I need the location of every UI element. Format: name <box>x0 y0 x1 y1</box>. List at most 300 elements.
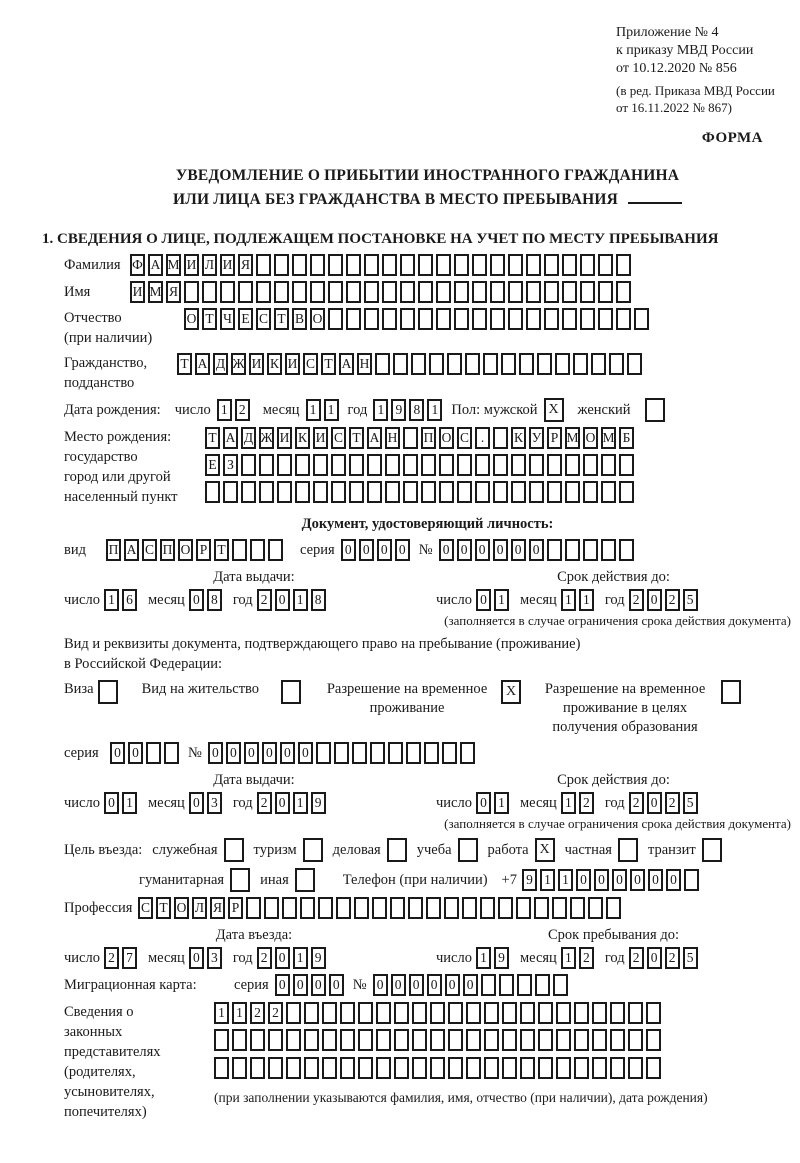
char-cell[interactable]: К <box>511 427 526 449</box>
char-cell[interactable]: 2 <box>665 589 680 611</box>
char-cell[interactable] <box>364 281 379 303</box>
char-cell[interactable] <box>583 481 598 503</box>
char-cell[interactable]: 0 <box>647 589 662 611</box>
char-cell[interactable]: 0 <box>647 792 662 814</box>
char-cell[interactable] <box>565 454 580 476</box>
char-cell[interactable] <box>610 1002 625 1024</box>
char-cell[interactable] <box>259 481 274 503</box>
char-cell[interactable] <box>268 539 283 561</box>
char-cell[interactable] <box>388 742 403 764</box>
char-cell[interactable]: 1 <box>293 947 308 969</box>
char-cell[interactable] <box>274 281 289 303</box>
char-cell[interactable]: 1 <box>217 399 232 421</box>
char-cell[interactable]: 0 <box>529 539 544 561</box>
char-cell[interactable]: 0 <box>476 589 491 611</box>
char-cell[interactable] <box>556 1029 571 1051</box>
char-cell[interactable] <box>202 281 217 303</box>
char-cell[interactable] <box>336 897 351 919</box>
char-cell[interactable]: Е <box>205 454 220 476</box>
char-cell[interactable] <box>606 897 621 919</box>
char-cell[interactable]: 2 <box>629 947 644 969</box>
char-cell[interactable] <box>340 1057 355 1079</box>
char-cell[interactable] <box>544 254 559 276</box>
char-cell[interactable] <box>535 974 550 996</box>
char-cell[interactable] <box>556 1057 571 1079</box>
char-cell[interactable] <box>460 742 475 764</box>
char-cell[interactable] <box>358 1029 373 1051</box>
char-cell[interactable]: 0 <box>409 974 424 996</box>
char-cell[interactable] <box>264 897 279 919</box>
char-cell[interactable] <box>310 254 325 276</box>
char-cell[interactable] <box>580 308 595 330</box>
char-cell[interactable]: Е <box>238 308 253 330</box>
char-cell[interactable]: Т <box>205 427 220 449</box>
char-cell[interactable]: 2 <box>250 1002 265 1024</box>
char-cell[interactable] <box>295 481 310 503</box>
sex-male-checkbox[interactable]: X <box>544 398 564 422</box>
char-cell[interactable] <box>313 454 328 476</box>
char-cell[interactable]: 0 <box>104 792 119 814</box>
char-cell[interactable]: П <box>160 539 175 561</box>
char-cell[interactable] <box>601 539 616 561</box>
char-cell[interactable] <box>268 1057 283 1079</box>
char-cell[interactable]: 0 <box>457 539 472 561</box>
char-cell[interactable] <box>304 1057 319 1079</box>
char-cell[interactable]: О <box>174 897 189 919</box>
char-cell[interactable]: 1 <box>373 399 388 421</box>
char-cell[interactable] <box>403 481 418 503</box>
char-cell[interactable]: 0 <box>244 742 259 764</box>
char-cell[interactable] <box>214 1057 229 1079</box>
char-cell[interactable] <box>205 481 220 503</box>
char-cell[interactable] <box>403 427 418 449</box>
char-cell[interactable] <box>400 254 415 276</box>
char-cell[interactable] <box>232 1057 247 1079</box>
char-cell[interactable] <box>382 308 397 330</box>
char-cell[interactable]: И <box>130 281 145 303</box>
char-cell[interactable]: 0 <box>189 792 204 814</box>
char-cell[interactable] <box>426 897 441 919</box>
char-cell[interactable]: 2 <box>257 947 272 969</box>
char-cell[interactable]: 1 <box>579 589 594 611</box>
char-cell[interactable] <box>349 481 364 503</box>
char-cell[interactable] <box>372 897 387 919</box>
char-cell[interactable] <box>146 742 161 764</box>
char-cell[interactable]: 1 <box>324 399 339 421</box>
char-cell[interactable] <box>592 1057 607 1079</box>
char-cell[interactable] <box>214 1029 229 1051</box>
char-cell[interactable] <box>508 254 523 276</box>
char-cell[interactable] <box>628 1057 643 1079</box>
char-cell[interactable] <box>250 539 265 561</box>
char-cell[interactable]: 0 <box>189 589 204 611</box>
char-cell[interactable] <box>583 454 598 476</box>
char-cell[interactable] <box>367 454 382 476</box>
char-cell[interactable]: 0 <box>275 589 290 611</box>
char-cell[interactable]: 0 <box>666 869 681 891</box>
char-cell[interactable] <box>562 281 577 303</box>
char-cell[interactable] <box>526 254 541 276</box>
char-cell[interactable]: 0 <box>128 742 143 764</box>
char-cell[interactable] <box>412 1002 427 1024</box>
char-cell[interactable]: 1 <box>558 869 573 891</box>
char-cell[interactable] <box>429 353 444 375</box>
char-cell[interactable]: А <box>223 427 238 449</box>
char-cell[interactable] <box>634 308 649 330</box>
char-cell[interactable] <box>394 1002 409 1024</box>
char-cell[interactable]: А <box>367 427 382 449</box>
char-cell[interactable]: С <box>457 427 472 449</box>
char-cell[interactable] <box>472 308 487 330</box>
char-cell[interactable] <box>259 454 274 476</box>
char-cell[interactable] <box>232 1029 247 1051</box>
char-cell[interactable]: 0 <box>427 974 442 996</box>
char-cell[interactable] <box>483 353 498 375</box>
char-cell[interactable]: 1 <box>540 869 555 891</box>
char-cell[interactable] <box>519 353 534 375</box>
char-cell[interactable]: Р <box>196 539 211 561</box>
char-cell[interactable]: 0 <box>647 947 662 969</box>
char-cell[interactable] <box>346 254 361 276</box>
char-cell[interactable]: Н <box>357 353 372 375</box>
char-cell[interactable] <box>358 1057 373 1079</box>
char-cell[interactable] <box>502 1002 517 1024</box>
char-cell[interactable]: 0 <box>329 974 344 996</box>
char-cell[interactable] <box>442 742 457 764</box>
char-cell[interactable]: 1 <box>561 589 576 611</box>
char-cell[interactable] <box>340 1002 355 1024</box>
char-cell[interactable] <box>277 481 292 503</box>
char-cell[interactable] <box>616 254 631 276</box>
char-cell[interactable] <box>484 1029 499 1051</box>
char-cell[interactable] <box>448 1057 463 1079</box>
char-cell[interactable]: 0 <box>576 869 591 891</box>
char-cell[interactable] <box>418 308 433 330</box>
char-cell[interactable] <box>598 254 613 276</box>
char-cell[interactable] <box>580 281 595 303</box>
char-cell[interactable]: 1 <box>476 947 491 969</box>
char-cell[interactable] <box>574 1029 589 1051</box>
char-cell[interactable]: Р <box>547 427 562 449</box>
char-cell[interactable]: 2 <box>579 947 594 969</box>
char-cell[interactable] <box>646 1002 661 1024</box>
char-cell[interactable]: 9 <box>494 947 509 969</box>
char-cell[interactable] <box>256 254 271 276</box>
char-cell[interactable]: М <box>166 254 181 276</box>
char-cell[interactable] <box>282 897 297 919</box>
char-cell[interactable]: А <box>195 353 210 375</box>
char-cell[interactable] <box>436 281 451 303</box>
char-cell[interactable]: О <box>178 539 193 561</box>
temp-residence-checkbox[interactable]: X <box>501 680 521 704</box>
char-cell[interactable] <box>370 742 385 764</box>
char-cell[interactable]: 0 <box>391 974 406 996</box>
char-cell[interactable]: А <box>124 539 139 561</box>
purpose-private-checkbox[interactable] <box>618 838 638 862</box>
char-cell[interactable] <box>598 281 613 303</box>
char-cell[interactable]: 0 <box>311 974 326 996</box>
char-cell[interactable]: И <box>220 254 235 276</box>
char-cell[interactable] <box>462 897 477 919</box>
char-cell[interactable] <box>493 454 508 476</box>
char-cell[interactable]: 1 <box>214 1002 229 1024</box>
char-cell[interactable]: 3 <box>207 947 222 969</box>
char-cell[interactable] <box>436 254 451 276</box>
char-cell[interactable] <box>421 454 436 476</box>
char-cell[interactable] <box>472 281 487 303</box>
char-cell[interactable] <box>418 254 433 276</box>
char-cell[interactable] <box>556 1002 571 1024</box>
char-cell[interactable] <box>304 1002 319 1024</box>
char-cell[interactable]: 2 <box>665 947 680 969</box>
char-cell[interactable] <box>286 1002 301 1024</box>
char-cell[interactable] <box>424 742 439 764</box>
char-cell[interactable]: 2 <box>665 792 680 814</box>
char-cell[interactable]: 9 <box>391 399 406 421</box>
char-cell[interactable]: 0 <box>630 869 645 891</box>
char-cell[interactable] <box>619 454 634 476</box>
visa-checkbox[interactable] <box>98 680 118 704</box>
char-cell[interactable] <box>394 1029 409 1051</box>
char-cell[interactable] <box>592 1002 607 1024</box>
char-cell[interactable]: 9 <box>311 792 326 814</box>
char-cell[interactable]: Р <box>228 897 243 919</box>
char-cell[interactable]: 7 <box>122 947 137 969</box>
char-cell[interactable]: 0 <box>373 974 388 996</box>
char-cell[interactable] <box>598 308 613 330</box>
char-cell[interactable] <box>592 1029 607 1051</box>
char-cell[interactable] <box>526 281 541 303</box>
char-cell[interactable]: С <box>303 353 318 375</box>
char-cell[interactable] <box>418 281 433 303</box>
char-cell[interactable] <box>400 281 415 303</box>
char-cell[interactable]: 3 <box>207 792 222 814</box>
char-cell[interactable] <box>322 1029 337 1051</box>
char-cell[interactable] <box>241 454 256 476</box>
char-cell[interactable] <box>646 1057 661 1079</box>
char-cell[interactable]: Т <box>202 308 217 330</box>
char-cell[interactable] <box>511 454 526 476</box>
char-cell[interactable]: С <box>256 308 271 330</box>
char-cell[interactable]: Ф <box>130 254 145 276</box>
char-cell[interactable] <box>583 539 598 561</box>
char-cell[interactable] <box>570 897 585 919</box>
char-cell[interactable]: 0 <box>511 539 526 561</box>
char-cell[interactable] <box>328 308 343 330</box>
char-cell[interactable]: Я <box>166 281 181 303</box>
char-cell[interactable] <box>318 897 333 919</box>
char-cell[interactable]: 0 <box>110 742 125 764</box>
char-cell[interactable]: А <box>148 254 163 276</box>
char-cell[interactable]: 2 <box>629 589 644 611</box>
char-cell[interactable] <box>484 1057 499 1079</box>
char-cell[interactable]: 0 <box>275 947 290 969</box>
char-cell[interactable]: П <box>421 427 436 449</box>
char-cell[interactable] <box>628 1029 643 1051</box>
char-cell[interactable]: Б <box>619 427 634 449</box>
char-cell[interactable] <box>322 1002 337 1024</box>
char-cell[interactable]: 2 <box>235 399 250 421</box>
char-cell[interactable]: 0 <box>359 539 374 561</box>
char-cell[interactable] <box>490 254 505 276</box>
char-cell[interactable] <box>565 481 580 503</box>
char-cell[interactable] <box>466 1057 481 1079</box>
char-cell[interactable] <box>375 353 390 375</box>
char-cell[interactable] <box>580 254 595 276</box>
char-cell[interactable]: 0 <box>648 869 663 891</box>
char-cell[interactable] <box>552 897 567 919</box>
char-cell[interactable]: Я <box>210 897 225 919</box>
char-cell[interactable]: Т <box>214 539 229 561</box>
char-cell[interactable] <box>334 742 349 764</box>
char-cell[interactable] <box>376 1057 391 1079</box>
char-cell[interactable] <box>610 1057 625 1079</box>
char-cell[interactable]: Т <box>321 353 336 375</box>
char-cell[interactable]: 2 <box>257 792 272 814</box>
char-cell[interactable] <box>364 308 379 330</box>
char-cell[interactable] <box>498 897 513 919</box>
char-cell[interactable]: А <box>339 353 354 375</box>
char-cell[interactable] <box>385 481 400 503</box>
char-cell[interactable] <box>277 454 292 476</box>
char-cell[interactable] <box>520 1057 535 1079</box>
char-cell[interactable] <box>529 454 544 476</box>
char-cell[interactable] <box>562 308 577 330</box>
char-cell[interactable]: 0 <box>493 539 508 561</box>
char-cell[interactable]: 0 <box>293 974 308 996</box>
char-cell[interactable]: Н <box>385 427 400 449</box>
char-cell[interactable]: К <box>267 353 282 375</box>
char-cell[interactable] <box>465 353 480 375</box>
char-cell[interactable] <box>610 1029 625 1051</box>
char-cell[interactable] <box>457 481 472 503</box>
char-cell[interactable]: В <box>292 308 307 330</box>
char-cell[interactable] <box>508 281 523 303</box>
char-cell[interactable] <box>346 308 361 330</box>
char-cell[interactable] <box>238 281 253 303</box>
char-cell[interactable] <box>472 254 487 276</box>
char-cell[interactable]: М <box>601 427 616 449</box>
char-cell[interactable] <box>684 869 699 891</box>
char-cell[interactable] <box>555 353 570 375</box>
char-cell[interactable]: О <box>310 308 325 330</box>
char-cell[interactable] <box>529 481 544 503</box>
char-cell[interactable]: 9 <box>522 869 537 891</box>
char-cell[interactable]: О <box>583 427 598 449</box>
purpose-tourism-checkbox[interactable] <box>303 838 323 862</box>
char-cell[interactable]: 1 <box>561 792 576 814</box>
char-cell[interactable]: 0 <box>262 742 277 764</box>
char-cell[interactable] <box>223 481 238 503</box>
char-cell[interactable] <box>454 308 469 330</box>
char-cell[interactable]: 2 <box>104 947 119 969</box>
char-cell[interactable]: Л <box>202 254 217 276</box>
char-cell[interactable] <box>220 281 235 303</box>
char-cell[interactable]: 0 <box>463 974 478 996</box>
char-cell[interactable]: 1 <box>306 399 321 421</box>
char-cell[interactable]: Д <box>241 427 256 449</box>
char-cell[interactable] <box>292 281 307 303</box>
char-cell[interactable] <box>501 353 516 375</box>
char-cell[interactable]: У <box>529 427 544 449</box>
char-cell[interactable]: 1 <box>494 792 509 814</box>
char-cell[interactable] <box>646 1029 661 1051</box>
char-cell[interactable] <box>591 353 606 375</box>
char-cell[interactable] <box>274 254 289 276</box>
char-cell[interactable] <box>499 974 514 996</box>
char-cell[interactable] <box>304 1029 319 1051</box>
char-cell[interactable]: И <box>285 353 300 375</box>
char-cell[interactable] <box>376 1002 391 1024</box>
char-cell[interactable]: Т <box>349 427 364 449</box>
char-cell[interactable] <box>439 481 454 503</box>
char-cell[interactable]: 0 <box>439 539 454 561</box>
char-cell[interactable] <box>394 1057 409 1079</box>
char-cell[interactable] <box>313 481 328 503</box>
char-cell[interactable]: Л <box>192 897 207 919</box>
purpose-transit-checkbox[interactable] <box>702 838 722 862</box>
char-cell[interactable] <box>609 353 624 375</box>
char-cell[interactable] <box>627 353 642 375</box>
char-cell[interactable] <box>538 1029 553 1051</box>
char-cell[interactable] <box>493 481 508 503</box>
char-cell[interactable]: С <box>331 427 346 449</box>
char-cell[interactable] <box>565 539 580 561</box>
char-cell[interactable] <box>411 353 426 375</box>
residence-permit-checkbox[interactable] <box>281 680 301 704</box>
char-cell[interactable] <box>588 897 603 919</box>
char-cell[interactable] <box>354 897 369 919</box>
char-cell[interactable] <box>457 454 472 476</box>
char-cell[interactable]: 0 <box>275 792 290 814</box>
char-cell[interactable] <box>490 281 505 303</box>
char-cell[interactable]: 1 <box>104 589 119 611</box>
char-cell[interactable] <box>256 281 271 303</box>
char-cell[interactable]: 5 <box>683 947 698 969</box>
char-cell[interactable] <box>544 308 559 330</box>
char-cell[interactable] <box>400 308 415 330</box>
char-cell[interactable]: М <box>148 281 163 303</box>
char-cell[interactable] <box>466 1029 481 1051</box>
char-cell[interactable]: 0 <box>189 947 204 969</box>
char-cell[interactable] <box>516 897 531 919</box>
char-cell[interactable] <box>421 481 436 503</box>
char-cell[interactable]: И <box>313 427 328 449</box>
char-cell[interactable]: И <box>277 427 292 449</box>
char-cell[interactable] <box>616 308 631 330</box>
char-cell[interactable] <box>340 1029 355 1051</box>
char-cell[interactable]: 0 <box>208 742 223 764</box>
char-cell[interactable]: П <box>106 539 121 561</box>
char-cell[interactable] <box>502 1029 517 1051</box>
char-cell[interactable] <box>393 353 408 375</box>
char-cell[interactable]: 6 <box>122 589 137 611</box>
char-cell[interactable]: Д <box>213 353 228 375</box>
char-cell[interactable] <box>408 897 423 919</box>
char-cell[interactable] <box>352 742 367 764</box>
char-cell[interactable]: 2 <box>268 1002 283 1024</box>
char-cell[interactable] <box>406 742 421 764</box>
char-cell[interactable]: Т <box>177 353 192 375</box>
char-cell[interactable] <box>475 481 490 503</box>
purpose-business-checkbox[interactable] <box>387 838 407 862</box>
char-cell[interactable]: Ж <box>231 353 246 375</box>
char-cell[interactable]: И <box>184 254 199 276</box>
char-cell[interactable] <box>493 427 508 449</box>
char-cell[interactable]: 0 <box>341 539 356 561</box>
char-cell[interactable] <box>480 897 495 919</box>
char-cell[interactable] <box>508 308 523 330</box>
